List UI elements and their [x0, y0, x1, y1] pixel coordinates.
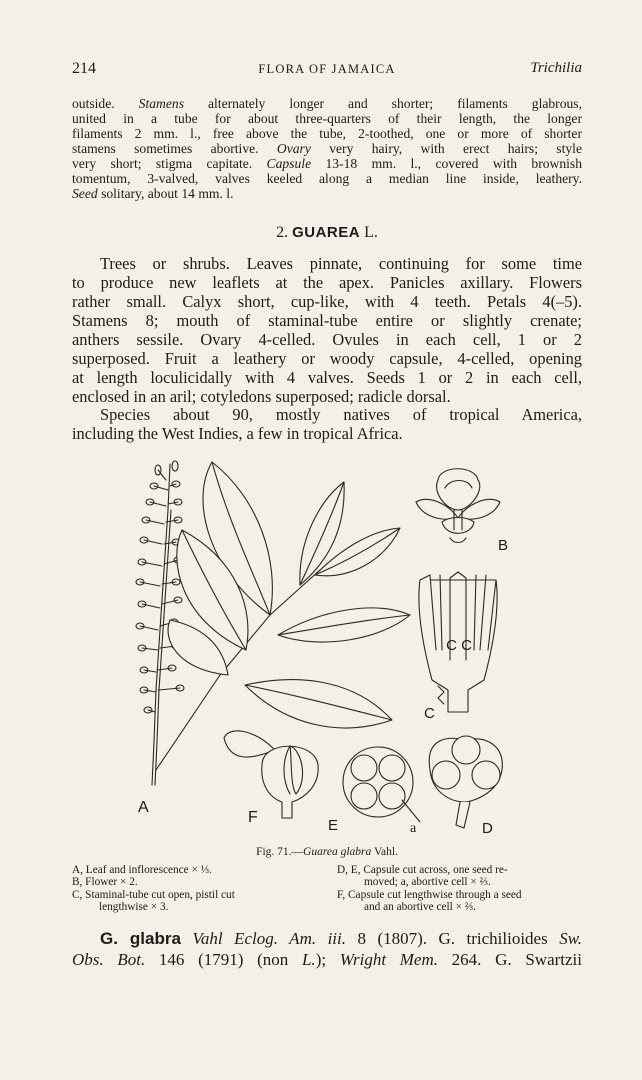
text-segment: stamens sometimes abortive. — [72, 141, 277, 156]
guarea-illustration — [120, 450, 540, 842]
figure-label-f: F — [248, 809, 258, 826]
legend-entry-continuation: and an abortive cell × ⅔. — [364, 901, 477, 914]
text-segment: filaments 2 mm. l., free above the tube, 2-toothed, one or more of shorter — [72, 126, 582, 141]
text-segment: Ovary — [276, 141, 311, 156]
text-line: at length loculicidally with 4 valves. Seeds 1 or 2 in each cell, — [72, 368, 582, 387]
text-segment — [181, 929, 192, 948]
genus-number: 2. — [276, 224, 289, 241]
text-segment: Stamens — [138, 96, 184, 111]
text-segment: united in a tube for about three-quarters of their length, the longer — [72, 111, 582, 126]
running-head — [72, 60, 582, 82]
text-segment: G. glabra — [100, 929, 181, 948]
intro-line — [72, 186, 582, 201]
intro-line — [72, 126, 582, 141]
text-line: enclosed in an aril; cotyledons superposed; radicle dorsal. — [72, 387, 451, 406]
figure-legend — [72, 864, 582, 920]
legend-entry-continuation: lengthwise × 3. — [99, 901, 169, 914]
intro-line — [72, 141, 582, 156]
genus-description — [72, 254, 582, 406]
legend-entry: F, Capsule cut lengthwise through a seed — [337, 888, 522, 901]
legend-entry: D, E, Capsule cut across, one seed re- — [337, 864, 508, 876]
text-line: Trees or shrubs. Leaves pinnate, continuing for some time — [100, 254, 582, 273]
intro-line — [72, 96, 582, 111]
text-line: Stamens 8; mouth of staminal-tube entire or slightly crenate; — [72, 311, 582, 330]
figure-label-cc: C C — [446, 637, 472, 654]
text-segment: 146 (1791) (non — [145, 950, 302, 969]
text-line: including the West Indies, a few in tropical Africa. — [72, 424, 403, 443]
legend-right-column — [337, 864, 582, 914]
text-segment: Seed — [72, 186, 98, 201]
capsule-lengthwise-f — [262, 746, 318, 818]
intro-line — [72, 156, 582, 171]
legend-entry: C, Staminal-tube cut open, pistil cut — [72, 888, 235, 901]
intro-paragraph — [72, 96, 582, 201]
figure-label-a-lower: a — [410, 821, 417, 836]
running-title: FLORA OF JAMAICA — [258, 62, 396, 76]
text-segment: tomentum, 3-valved, valves keeled along a median line inside, leathery. — [72, 171, 582, 186]
flower-b — [416, 469, 500, 543]
caption-author: Vahl. — [371, 846, 398, 858]
species-citation — [72, 928, 583, 970]
text-line: rather small. Calyx short, cup-like, with 4 teeth. Petals 4(–5). — [72, 292, 582, 311]
text-segment: 13-18 mm. l., covered with brownish — [311, 156, 582, 171]
legend-left-column — [72, 864, 302, 914]
citation-line-2 — [72, 949, 582, 970]
leaflets — [168, 462, 410, 757]
text-segment: solitary, about 14 mm. l. — [97, 186, 234, 201]
text-segment: L. — [301, 950, 316, 969]
text-segment: Vahl Eclog. Am. iii. — [192, 929, 346, 948]
text-segment: alternately longer and shorter; filaments glabrous, — [183, 96, 582, 111]
figure-caption — [72, 846, 582, 858]
text-segment: 264. G. Swartzii — [437, 950, 582, 969]
text-line: Species about 90, mostly natives of tropical America, — [100, 405, 582, 424]
text-line: to produce new leaflets at the apex. Panicles axillary. Flowers — [72, 273, 582, 292]
figure-label-c: C — [424, 705, 435, 722]
text-segment: 8 (1807). G. trichilioides — [346, 929, 560, 948]
capsule-section-e — [343, 747, 420, 822]
botanical-figure — [120, 450, 540, 842]
citation-line-1 — [100, 928, 582, 949]
page-number: 214 — [72, 60, 96, 77]
text-line: anthers sessile. Ovary 4-celled. Ovules in each cell, 1 or 2 — [72, 330, 582, 349]
running-genus: Trichilia — [530, 60, 582, 76]
genus-name: GUAREA — [292, 224, 361, 241]
text-segment: ); — [315, 950, 340, 969]
intro-line — [72, 111, 582, 126]
figure-label-e: E — [328, 817, 339, 834]
figure-label-b: B — [498, 537, 509, 554]
text-segment: Sw. — [559, 929, 583, 948]
genus-heading — [72, 224, 582, 242]
caption-prefix: Fig. 71.— — [256, 846, 304, 858]
legend-entry-continuation: moved; a, abortive cell × ⅔. — [364, 876, 491, 889]
text-segment: outside. — [72, 96, 139, 111]
text-segment: Obs. Bot. — [72, 950, 146, 969]
text-segment: Capsule — [266, 156, 312, 171]
legend-entry: A, Leaf and inflorescence × ⅓. — [72, 864, 212, 876]
intro-line — [72, 171, 582, 186]
capsule-d — [429, 736, 502, 828]
figure-label-d: D — [482, 820, 493, 837]
text-segment: very short; stigma capitate. — [72, 156, 267, 171]
legend-entry: B, Flower × 2. — [72, 876, 138, 889]
text-segment: very hairy, with erect hairs; style — [310, 141, 582, 156]
figure-label-a: A — [138, 799, 149, 816]
text-line: superposed. Fruit a leathery or woody capsule, 4-celled, opening — [72, 349, 582, 368]
caption-species: Guarea glabra — [303, 846, 372, 858]
genus-authority: L. — [364, 224, 378, 241]
text-segment: Wright Mem. — [339, 950, 438, 969]
species-note — [72, 405, 582, 443]
